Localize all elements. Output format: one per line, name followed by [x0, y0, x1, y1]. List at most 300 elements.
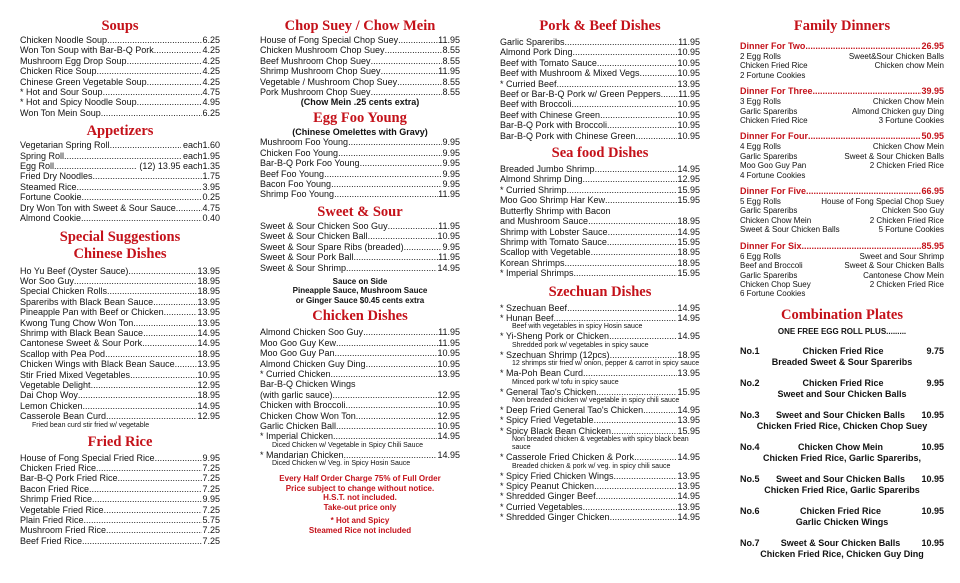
item-price: 1.75 [202, 171, 220, 182]
menu-item [500, 405, 700, 415]
item-note: Beef with vegetables in spicy Hosin sauce [512, 323, 643, 331]
family-dinner-item: Sweet & Sour Chicken Balls [844, 261, 944, 271]
combo-main: Chicken Fried Rice [802, 346, 884, 357]
item-price: 5.75 [202, 515, 220, 526]
combo-price: 10.95 [921, 442, 944, 453]
chinese-dishes-title: Chinese Dishes [73, 245, 167, 262]
family-dinner-item: Moo Goo Guy Pan [740, 161, 807, 171]
item-price: 15.95 [677, 425, 700, 436]
item-price: 14.95 [677, 404, 700, 415]
item-name: * Spicy Peanut Chicken [500, 481, 595, 491]
item-price: 10.95 [437, 231, 460, 242]
family-dinner-item: Chicken Chow Mein [872, 97, 944, 107]
family-dinner-item: Chicken Chow Mein [872, 142, 944, 152]
item-leader [64, 151, 181, 161]
item-name: Beef with Chinese Green [500, 109, 601, 120]
menu-item [20, 453, 220, 463]
item-leader [338, 148, 442, 158]
combo-main: Sweet & Sour Chicken Balls [780, 538, 901, 549]
item-price: 3.95 [202, 181, 220, 192]
item-name: * Ma-Poh Bean Curd [500, 368, 584, 379]
menu-item [260, 231, 460, 241]
item-leader [574, 268, 678, 278]
item-leader [643, 405, 677, 415]
menu-item [20, 276, 220, 286]
item-leader [596, 491, 678, 501]
menu-item [500, 313, 700, 323]
item-name: * Yi-Sheng Pork or Chicken [500, 331, 610, 342]
item-leader [106, 525, 202, 535]
combo-plate [740, 474, 944, 496]
menu-column-3 [500, 18, 700, 523]
item-name: Butterfly Shrimp with Bacon [500, 205, 611, 216]
menu-item [20, 213, 220, 223]
family-dinner-item: Sweet & Sour Chicken Balls [740, 225, 840, 235]
family-dinner-item: 3 Fortune Cookies [878, 116, 944, 126]
egg-foo-subtitle: (Chinese Omelettes with Gravy) [292, 126, 428, 137]
item-leader [557, 79, 678, 89]
special-list [20, 266, 220, 422]
item-name: Cantonese Sweet & Sour Pork [20, 338, 143, 349]
item-price: 13.95 [197, 359, 220, 370]
item-price: 14.95 [197, 327, 220, 338]
item-leader [583, 502, 678, 512]
menu-item [500, 68, 700, 78]
item-price: 10.95 [677, 109, 700, 120]
sauce-note-3: or Ginger Sauce $0.45 cents extra [295, 295, 425, 305]
family-dinner-item: 3 Egg Rolls [740, 97, 781, 107]
combo-number: No.5 [740, 474, 760, 485]
family-dinner-row [740, 116, 944, 125]
item-leader [54, 161, 137, 171]
item-leader [107, 286, 197, 296]
chicken-title: Chicken Dishes [312, 308, 408, 325]
item-price: 8.55 [442, 87, 460, 98]
combo-price: 10.95 [921, 538, 944, 549]
combo-main: Chicken Fried Rice [799, 506, 881, 517]
item-price: 9.95 [442, 158, 460, 169]
menu-item [260, 169, 460, 179]
combo-price: 9.75 [926, 346, 944, 357]
combo-number: No.3 [740, 410, 760, 421]
item-name: Bar-B-Q Pork Foo Young [260, 158, 360, 169]
egg-foo-title: Egg Foo Young [313, 109, 407, 126]
family-dinner-name: Dinner For Two [740, 41, 806, 51]
item-name: Scallop with Pea Pod [20, 348, 106, 359]
egg-foo-list [260, 137, 460, 199]
appetizers-title: Appetizers [86, 123, 154, 140]
item-price: 10.95 [677, 47, 700, 58]
menu-column-1 [20, 18, 220, 546]
footer-hst: H.S.T. not included. [323, 493, 397, 503]
item-name: Pork Mushroom Chop Suey [260, 87, 371, 98]
item-price: 9.95 [202, 452, 220, 463]
item-name: * Curried Beef [500, 78, 557, 89]
item-price: 14.95 [437, 449, 460, 460]
family-dinner-item: Garlic Spareribs [740, 206, 798, 216]
item-price: 14.95 [197, 338, 220, 349]
menu-item [260, 431, 460, 441]
item-price: 11.95 [678, 89, 700, 100]
item-note: Minced pork w/ tofu in spicy sauce [512, 378, 619, 386]
item-name: Moo Goo Guy Pan [260, 348, 335, 359]
family-dinner-row [740, 142, 944, 151]
combo-plate [740, 378, 944, 400]
item-leader [565, 37, 679, 47]
fried-rice-title: Fried Rice [87, 433, 153, 450]
sauce-note-1: Sauce on Side [332, 276, 388, 286]
combo-main: Sweet and Sour Chicken Balls [775, 410, 906, 421]
item-price: 10.95 [437, 400, 460, 411]
family-dinner-leader [802, 241, 922, 252]
menu-item [500, 247, 700, 257]
soups-title: Soups [101, 18, 139, 34]
item-name: Sweet & Sour Chicken Soo Guy [260, 220, 388, 231]
seafood-title: Sea food Dishes [551, 145, 649, 162]
item-name: Bar-B-Q Pork with Broccoli [500, 120, 608, 131]
item-price: 11.95 [438, 35, 460, 45]
item-name: Chicken Wings with Black Bean Sauce [20, 359, 175, 370]
menu-item [500, 331, 700, 341]
chop-suey-list [260, 35, 460, 97]
item-name: Moo Goo Shrimp Har Kew [500, 195, 606, 206]
item-leader [106, 411, 197, 421]
menu-item [500, 185, 700, 195]
item-price: 12.95 [197, 411, 220, 422]
menu-item [260, 45, 460, 55]
family-dinner-price: 39.95 [921, 86, 944, 97]
family-dinner-item: Chicken Chow Mein [740, 215, 812, 225]
item-price: 11.95 [678, 37, 700, 47]
item-leader [74, 276, 198, 286]
item-name: Vegetarian Spring Roll [20, 140, 110, 151]
family-dinner-row [740, 280, 944, 289]
item-name: Sweet & Sour Chicken Ball [260, 231, 368, 242]
menu-item [20, 182, 220, 192]
menu-item [260, 242, 460, 252]
item-leader [333, 390, 438, 400]
menu-item [20, 536, 220, 546]
item-name: Mushroom Foo Young [260, 137, 349, 148]
menu-item [260, 221, 460, 231]
item-name: Chicken Mushroom Chop Suey [260, 45, 385, 56]
item-price: 14.95 [197, 400, 220, 411]
item-leader [83, 401, 198, 411]
item-name: Almond Cookie [20, 213, 82, 224]
item-name: and Mushroom Sauce [500, 216, 589, 227]
item-price: 10.95 [677, 120, 700, 131]
menu-item [260, 400, 460, 410]
item-name: Ho Yu Beef (Oyster Sauce) [20, 265, 129, 276]
item-leader [594, 415, 678, 425]
item-price: 13.95 [437, 369, 460, 380]
family-dinner-row [740, 107, 944, 116]
item-leader [107, 35, 202, 45]
menu-item [20, 108, 220, 118]
family-dinner [740, 241, 944, 299]
item-leader [175, 359, 198, 369]
combo-line-1 [740, 346, 944, 357]
item-name: * Mandarian Chicken [260, 449, 344, 460]
menu-item [20, 266, 220, 276]
footer-rice: Steamed Rice not included [308, 525, 412, 535]
item-leader [554, 313, 678, 323]
menu-item [20, 380, 220, 390]
item-name: Stir Fried Mixed Vegetables [20, 369, 131, 380]
family-dinner-leader [806, 186, 921, 197]
item-leader [596, 387, 677, 397]
item-price: 13.95 [197, 296, 220, 307]
sweet-sour-list [260, 221, 460, 273]
item-leader [608, 227, 678, 237]
menu-item [500, 387, 700, 397]
item-price: 8.55 [442, 76, 460, 87]
pork-beef-title: Pork & Beef Dishes [539, 18, 661, 34]
combo-plate [740, 538, 944, 560]
family-dinner-price: 50.95 [921, 131, 944, 142]
item-unit: each [182, 150, 203, 161]
menu-item [500, 131, 700, 141]
item-name: Sweet & Sour Pork Ball [260, 252, 354, 263]
item-price: 10.95 [677, 57, 700, 68]
menu-item [500, 120, 700, 130]
item-name: Shrimp with Tomato Sauce [500, 236, 607, 247]
menu-item [260, 158, 460, 168]
item-note: Breaded chicken & pork w/ veg. in spicy chili sauce [512, 462, 671, 470]
item-price: 1.95 [202, 150, 220, 161]
item-name: Dry Won Ton with Sweet & Sour Sauce [20, 202, 176, 213]
combo-number: No.6 [740, 506, 760, 517]
menu-item [500, 303, 700, 313]
item-name: Won Ton Mein Soup [20, 107, 101, 118]
item-price: 18.95 [197, 275, 220, 286]
footer-half-order: Every Half Order Charge 75% of Full Order [279, 474, 441, 484]
family-list [740, 41, 944, 299]
item-name: Fried Dry Noodles [20, 171, 93, 182]
item-price: 7.25 [202, 463, 220, 473]
menu-item [260, 77, 460, 87]
family-dinner-head [740, 86, 944, 97]
item-name: Almond Pork Ding [500, 47, 573, 58]
item-leader [142, 338, 197, 348]
item-leader [335, 348, 438, 358]
menu-item [260, 263, 460, 273]
item-name: * Curried Shrimp [500, 184, 567, 195]
item-name: Casserole Bean Curd [20, 411, 107, 422]
item-leader [334, 189, 438, 199]
item-price: 9.95 [202, 494, 220, 505]
menu-item [500, 79, 700, 89]
family-dinner-row [740, 225, 944, 234]
menu-item [500, 99, 700, 109]
item-leader [104, 505, 203, 515]
item-leader [346, 263, 437, 273]
item-leader [605, 195, 677, 205]
menu-item [20, 307, 220, 317]
item-name: * Spicy Black Bean Chicken [500, 425, 612, 436]
item-name: Bar-B-Q Pork with Chinese Green [500, 130, 636, 141]
item-leader [614, 471, 678, 481]
item-price: 14.95 [437, 431, 460, 442]
soups-list [20, 35, 220, 118]
item-name: Special Chicken Rolls [20, 286, 108, 297]
combo-line-2: Chicken Fried Rice, Chicken Guy Ding [760, 549, 924, 560]
family-dinner-row [740, 171, 944, 180]
item-name: Wor Soo Guy [20, 275, 74, 286]
item-name: Pineapple Pan with Beef or Chicken [20, 307, 164, 318]
item-price: 4.25 [202, 76, 220, 87]
family-dinner-item: 2 Chicken Fried Rice [869, 279, 944, 289]
item-leader [336, 421, 437, 431]
item-leader [573, 47, 678, 57]
menu-item [20, 87, 220, 97]
item-name: Shrimp with Black Bean Sauce [20, 327, 144, 338]
item-price: 10.95 [197, 369, 220, 380]
menu-item [20, 515, 220, 525]
family-dinner [740, 41, 944, 80]
menu-item [20, 349, 220, 359]
item-price: 18.95 [197, 286, 220, 297]
item-leader [96, 463, 202, 473]
family-dinner-row [740, 71, 944, 80]
menu-item [500, 471, 700, 481]
item-price: 13.95 [677, 501, 700, 512]
item-leader [397, 77, 442, 87]
item-name: Garlic Chicken Ball [260, 421, 337, 432]
item-name: Vegetable Fried Rice [20, 504, 104, 515]
item-leader [346, 400, 438, 410]
item-leader [82, 536, 202, 546]
item-price: 15.95 [677, 268, 700, 279]
menu-item [260, 66, 460, 76]
item-price: 13.95 [677, 481, 700, 491]
item-leader [597, 58, 678, 68]
menu-item [500, 164, 700, 174]
item-price: 18.95 [677, 247, 700, 258]
menu-item [20, 494, 220, 504]
menu-item [500, 415, 700, 425]
combo-plate [740, 442, 944, 464]
combo-line-1 [740, 538, 944, 549]
item-price: 8.55 [442, 55, 460, 66]
item-price: 14.95 [677, 331, 700, 342]
item-price: 9.95 [442, 168, 460, 179]
item-price: 8.55 [442, 45, 460, 56]
family-dinner [740, 131, 944, 180]
combo-number: No.2 [740, 378, 760, 389]
chop-suey-note: (Chow Mein .25 cents extra) [300, 97, 420, 108]
item-price: 11.95 [438, 252, 460, 263]
item-name: * Spicy Fried Vegetable [500, 415, 594, 426]
item-price: 15.95 [677, 236, 700, 247]
menu-item [500, 237, 700, 247]
item-price: 7.25 [202, 525, 220, 536]
item-name: House of Fong Special Fried Rice [20, 452, 155, 463]
item-price: 14.95 [677, 452, 700, 463]
item-name: Beef Foo Young [260, 168, 325, 179]
item-note: Diced Chicken w/ Veg. in Spicy Hosin Sauce [272, 460, 411, 468]
family-dinner-row [740, 52, 944, 61]
item-name: Vegetable Delight [20, 379, 91, 390]
family-dinner-row [740, 206, 944, 215]
item-price: 13.95 [677, 368, 700, 379]
item-price: 18.95 [197, 348, 220, 359]
item-name: Chicken Rice Soup [20, 66, 97, 77]
item-name: Steamed Rice [20, 181, 77, 192]
menu-item [20, 297, 220, 307]
item-name: * Imperial Chicken [260, 431, 334, 442]
chop-suey-title: Chop Suey / Chow Mein [284, 18, 436, 34]
family-dinner-item: Sweet and Sour Shrimp [859, 251, 944, 261]
item-leader [636, 131, 678, 141]
menu-item [260, 252, 460, 262]
menu-item [260, 137, 460, 147]
item-name: Beef Fried Rice [20, 535, 83, 546]
menu-item [20, 401, 220, 411]
combo-line-1 [740, 378, 944, 389]
family-dinner-item: House of Fong Special Chop Suey [821, 197, 944, 207]
item-leader [101, 108, 203, 118]
item-leader [147, 77, 203, 87]
menu-item [20, 192, 220, 202]
item-leader [371, 87, 443, 97]
item-name: Mushroom Fried Rice [20, 525, 107, 536]
chicken-list [260, 327, 460, 468]
item-name: Kwong Tung Chow Won Ton [20, 317, 134, 328]
item-leader [381, 66, 439, 76]
item-name: Chicken Noodle Soup [20, 35, 108, 45]
item-leader [607, 237, 678, 247]
item-price: 14.95 [677, 226, 700, 237]
item-leader [583, 368, 677, 378]
menu-item [20, 286, 220, 296]
item-price: 13.95 [677, 78, 700, 89]
item-name: House of Fong Special Chop Suey [260, 35, 399, 45]
menu-item [260, 179, 460, 189]
item-leader [78, 390, 198, 400]
item-leader [385, 45, 443, 55]
item-name: Vegetable / Mushroom Chop Suey [260, 76, 398, 87]
menu-item [500, 491, 700, 501]
item-name: Chicken with Broccoli [260, 400, 346, 411]
item-name: * Imperial Shrimps [500, 268, 574, 279]
item-leader [77, 182, 203, 192]
item-price: 10.95 [677, 68, 700, 79]
item-leader [661, 89, 679, 99]
item-leader [176, 203, 203, 213]
item-name: (with garlic sauce) [260, 389, 333, 400]
item-leader [103, 87, 203, 97]
item-price: 6.25 [202, 107, 220, 118]
combo-line-1 [740, 442, 944, 453]
family-dinner-item: Garlic Spareribs [740, 151, 798, 161]
item-leader [143, 328, 197, 338]
menu-item [260, 327, 460, 337]
family-dinner-row [740, 97, 944, 106]
item-name: * Szechuan Beef [500, 302, 568, 313]
menu-item [500, 368, 700, 378]
footer-hot-spicy: * Hot and Spicy [330, 516, 390, 526]
item-name: Almond Shrimp Ding [500, 174, 583, 185]
item-note: 12 shrimps stir fried w/ onion, pepper & carrot in spicy sauce [512, 360, 700, 368]
item-price: 4.25 [202, 55, 220, 66]
item-unit: each [182, 140, 203, 151]
item-leader [93, 171, 203, 181]
item-price: 14.95 [677, 164, 700, 175]
combo-plate [740, 410, 944, 432]
item-price: 13.95 [197, 317, 220, 328]
item-leader [360, 158, 443, 168]
